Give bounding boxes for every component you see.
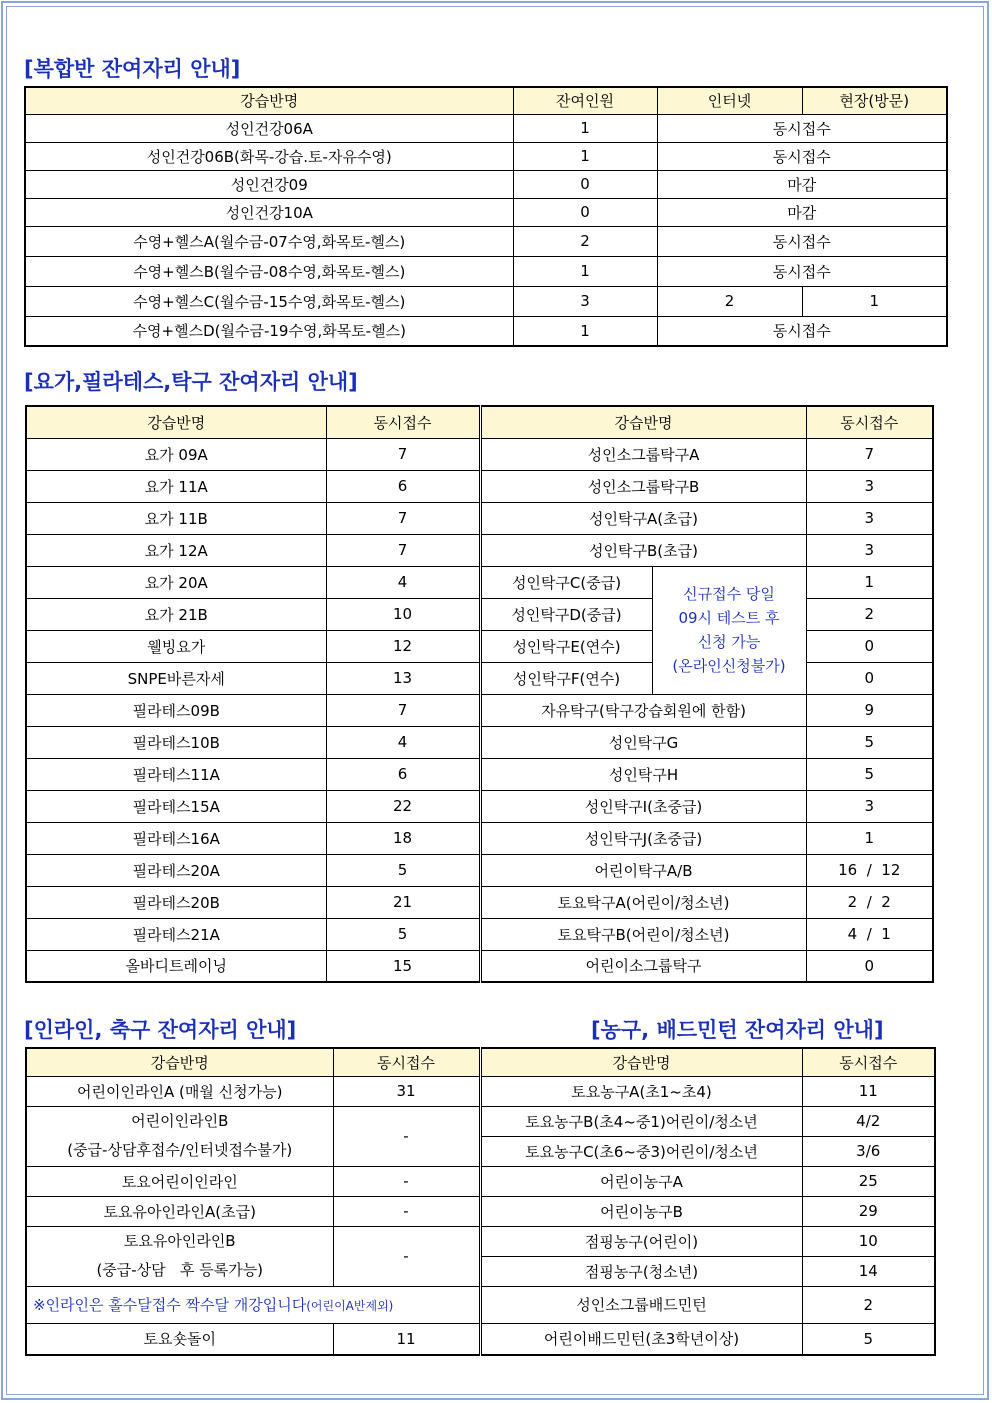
class-name: 웰빙요가: [26, 630, 326, 662]
class-name: 토요숏돌이: [26, 1323, 333, 1355]
inline-schedule-note: [26, 1286, 480, 1323]
table-row: [26, 1196, 935, 1226]
count: -: [333, 1106, 480, 1166]
class-name: 필라테스15A: [26, 790, 326, 822]
remaining-count: 0: [513, 170, 657, 198]
count: 4 / 1: [806, 918, 933, 950]
count: 1: [806, 566, 933, 598]
combined-class-table: [24, 86, 948, 347]
count: 3: [806, 502, 933, 534]
count: 5: [806, 758, 933, 790]
count: 21: [326, 886, 480, 918]
remaining-count: 1: [513, 316, 657, 346]
class-name: 요가 20A: [26, 566, 326, 598]
table-row: [26, 470, 933, 502]
count: 7: [806, 438, 933, 470]
count: 4: [326, 566, 480, 598]
count: 22: [326, 790, 480, 822]
table-row: [26, 886, 933, 918]
count: 11: [802, 1076, 935, 1106]
count: 14: [802, 1256, 935, 1286]
class-name: 수영+헬스A(월수금-07수영,화목토-헬스): [25, 226, 513, 256]
header-remaining: 잔여인원: [513, 87, 657, 114]
class-name: 수영+헬스D(월수금-19수영,화목토-헬스): [25, 316, 513, 346]
table-row: [26, 790, 933, 822]
class-name: 성인탁구H: [480, 758, 806, 790]
header-class-name: 강습반명: [480, 1048, 802, 1076]
table-row: [26, 694, 933, 726]
inline-note-exception: (어린이A반제외): [306, 1299, 394, 1313]
class-name: 성인탁구B(초급): [480, 534, 806, 566]
registration-status: 마감: [657, 198, 947, 226]
class-name: 어린이탁구A/B: [480, 854, 806, 886]
class-name: 필라테스21A: [26, 918, 326, 950]
class-name: 성인탁구E(연수): [480, 630, 652, 662]
table-row: [26, 534, 933, 566]
class-name: 성인소그룹탁구B: [480, 470, 806, 502]
table-row: [26, 758, 933, 790]
header-class-name: 강습반명: [26, 1048, 333, 1076]
class-name-line: (중급-상담후접수/인터넷접수불가): [67, 1141, 293, 1159]
count: 11: [333, 1323, 480, 1355]
class-name: 성인소그룹배드민턴: [480, 1286, 802, 1323]
class-name: 필라테스16A: [26, 822, 326, 854]
yoga-pilates-tabletennis-table: [25, 405, 934, 983]
table-row: [26, 822, 933, 854]
remaining-count: 1: [513, 256, 657, 286]
table-row: [26, 1166, 935, 1196]
table-row: [25, 286, 947, 316]
class-name: 어린이농구A: [480, 1166, 802, 1196]
count: 5: [326, 854, 480, 886]
class-name: 토요어린이인라인: [26, 1166, 333, 1196]
table-row: [26, 1076, 935, 1106]
section-title-inline-soccer: [인라인, 축구 잔여자리 안내]: [24, 1018, 297, 1042]
class-name: 점핑농구(청소년): [480, 1256, 802, 1286]
header-internet: 인터넷: [657, 87, 802, 114]
header-class-name: 강습반명: [25, 87, 513, 114]
class-name: 성인탁구G: [480, 726, 806, 758]
count: 7: [326, 534, 480, 566]
class-name: 성인탁구I(초중급): [480, 790, 806, 822]
class-name-line: 토요유아인라인B: [123, 1232, 236, 1250]
class-name: 필라테스20A: [26, 854, 326, 886]
class-name: SNPE바른자세: [26, 662, 326, 694]
count: 29: [802, 1196, 935, 1226]
table-row: [25, 170, 947, 198]
table-row: [25, 316, 947, 346]
class-name: 어린이인라인A (매월 신청가능): [26, 1076, 333, 1106]
table-header-row: [26, 1048, 935, 1076]
count: 12: [326, 630, 480, 662]
count: 5: [806, 726, 933, 758]
registration-status: 동시접수: [657, 316, 947, 346]
remaining-count: 3: [513, 286, 657, 316]
count: 3: [806, 534, 933, 566]
class-name-line: (중급-상담 후 등록가능): [96, 1261, 264, 1279]
count: 2: [802, 1286, 935, 1323]
class-name: 필라테스10B: [26, 726, 326, 758]
table-row: [26, 854, 933, 886]
class-name: 요가 11A: [26, 470, 326, 502]
section-title-basketball-badminton: [농구, 배드민턴 잔여자리 안내]: [591, 1018, 884, 1042]
inline-note-main: ※인라인은 홀수달접수 짝수달 개강입니다: [33, 1296, 307, 1314]
count: 31: [333, 1076, 480, 1106]
count: 3/6: [802, 1136, 935, 1166]
table-row: [26, 918, 933, 950]
header-simultaneous: 동시접수: [333, 1048, 480, 1076]
count: 25: [802, 1166, 935, 1196]
count: 7: [326, 438, 480, 470]
header-visit: 현장(방문): [802, 87, 947, 114]
registration-status: 동시접수: [657, 114, 947, 142]
table-header-row: [25, 87, 947, 114]
table-row: [26, 1323, 935, 1355]
table-row: [26, 502, 933, 534]
class-name: 성인탁구A(초급): [480, 502, 806, 534]
header-simultaneous: 동시접수: [806, 406, 933, 438]
count: 16 / 12: [806, 854, 933, 886]
class-name: 성인건강06A: [25, 114, 513, 142]
class-name: 필라테스11A: [26, 758, 326, 790]
count: 6: [326, 470, 480, 502]
header-class-name: 강습반명: [26, 406, 326, 438]
class-name: 수영+헬스B(월수금-08수영,화목토-헬스): [25, 256, 513, 286]
count: 10: [326, 598, 480, 630]
internet-count: 2: [657, 286, 802, 316]
count: 0: [806, 950, 933, 982]
class-name: 자유탁구(탁구강습회원에 한함): [480, 694, 806, 726]
note-line: (온라인신청불가): [672, 657, 786, 675]
registration-status: 동시접수: [657, 256, 947, 286]
class-name: 요가 09A: [26, 438, 326, 470]
remaining-count: 2: [513, 226, 657, 256]
count: 3: [806, 790, 933, 822]
class-name: 필라테스09B: [26, 694, 326, 726]
class-name: 성인탁구F(연수): [480, 662, 652, 694]
note-line: 신규접수 당일: [683, 585, 775, 603]
class-name-line: 어린이인라인B: [131, 1112, 229, 1130]
table-row: [26, 438, 933, 470]
count: 18: [326, 822, 480, 854]
class-name: 토요탁구B(어린이/청소년): [480, 918, 806, 950]
section-title-yoga-pilates-tabletennis: [요가,필라테스,탁구 잔여자리 안내]: [24, 370, 358, 394]
class-name: 어린이배드민턴(초3학년이상): [480, 1323, 802, 1355]
registration-status: 동시접수: [657, 142, 947, 170]
table-row: [25, 226, 947, 256]
class-name: 토요농구C(초6~중3)어린이/청소년: [480, 1136, 802, 1166]
class-name: 어린이소그룹탁구: [480, 950, 806, 982]
count: 15: [326, 950, 480, 982]
note-line: 09시 테스트 후: [678, 609, 780, 627]
table-row: [26, 950, 933, 982]
class-name: 요가 12A: [26, 534, 326, 566]
class-name: 성인건강06B(화목-강습.토-자유수영): [25, 142, 513, 170]
table-row: [25, 142, 947, 170]
table-row: [26, 1226, 935, 1256]
class-name: 어린이농구B: [480, 1196, 802, 1226]
count: 4/2: [802, 1106, 935, 1136]
header-simultaneous: 동시접수: [326, 406, 480, 438]
class-name: 성인건강10A: [25, 198, 513, 226]
count: 9: [806, 694, 933, 726]
count: 5: [802, 1323, 935, 1355]
count: -: [333, 1226, 480, 1286]
count: 13: [326, 662, 480, 694]
class-name: 성인건강09: [25, 170, 513, 198]
table-header-row: [26, 406, 933, 438]
class-name: 성인탁구D(중급): [480, 598, 652, 630]
class-name: 점핑농구(어린이): [480, 1226, 802, 1256]
count: -: [333, 1196, 480, 1226]
count: 1: [806, 822, 933, 854]
table-row: [25, 256, 947, 286]
table-row: [25, 114, 947, 142]
remaining-count: 1: [513, 114, 657, 142]
header-class-name: 강습반명: [480, 406, 806, 438]
count: 4: [326, 726, 480, 758]
table-row: [26, 1286, 935, 1323]
count: 2 / 2: [806, 886, 933, 918]
count: 3: [806, 470, 933, 502]
section-title-combined: [복합반 잔여자리 안내]: [24, 57, 241, 81]
count: 0: [806, 662, 933, 694]
inline-basketball-table: [25, 1047, 936, 1356]
class-name: 성인소그룹탁구A: [480, 438, 806, 470]
class-name: 토요유아인라인A(초급): [26, 1196, 333, 1226]
registration-status: 동시접수: [657, 226, 947, 256]
new-registration-note: [652, 566, 806, 694]
class-name: [26, 1226, 333, 1286]
class-name: 요가 21B: [26, 598, 326, 630]
header-simultaneous: 동시접수: [802, 1048, 935, 1076]
count: 5: [326, 918, 480, 950]
class-name: [26, 1106, 333, 1166]
class-name: 성인탁구J(초중급): [480, 822, 806, 854]
registration-status: 마감: [657, 170, 947, 198]
table-row: [26, 1106, 935, 1136]
class-name: 올바디트레이닝: [26, 950, 326, 982]
remaining-count: 1: [513, 142, 657, 170]
class-name: 필라테스20B: [26, 886, 326, 918]
count: 2: [806, 598, 933, 630]
count: 6: [326, 758, 480, 790]
remaining-count: 0: [513, 198, 657, 226]
class-name: 토요농구B(초4~중1)어린이/청소년: [480, 1106, 802, 1136]
note-line: 신청 가능: [697, 633, 761, 651]
count: 0: [806, 630, 933, 662]
table-row: [25, 198, 947, 226]
table-row: [26, 726, 933, 758]
class-name: 토요농구A(초1~초4): [480, 1076, 802, 1106]
count: 7: [326, 502, 480, 534]
count: 10: [802, 1226, 935, 1256]
count: -: [333, 1166, 480, 1196]
visit-count: 1: [802, 286, 947, 316]
class-name: 토요탁구A(어린이/청소년): [480, 886, 806, 918]
class-name: 요가 11B: [26, 502, 326, 534]
table-row: [26, 566, 933, 598]
class-name: 성인탁구C(중급): [480, 566, 652, 598]
class-name: 수영+헬스C(월수금-15수영,화목토-헬스): [25, 286, 513, 316]
count: 7: [326, 694, 480, 726]
